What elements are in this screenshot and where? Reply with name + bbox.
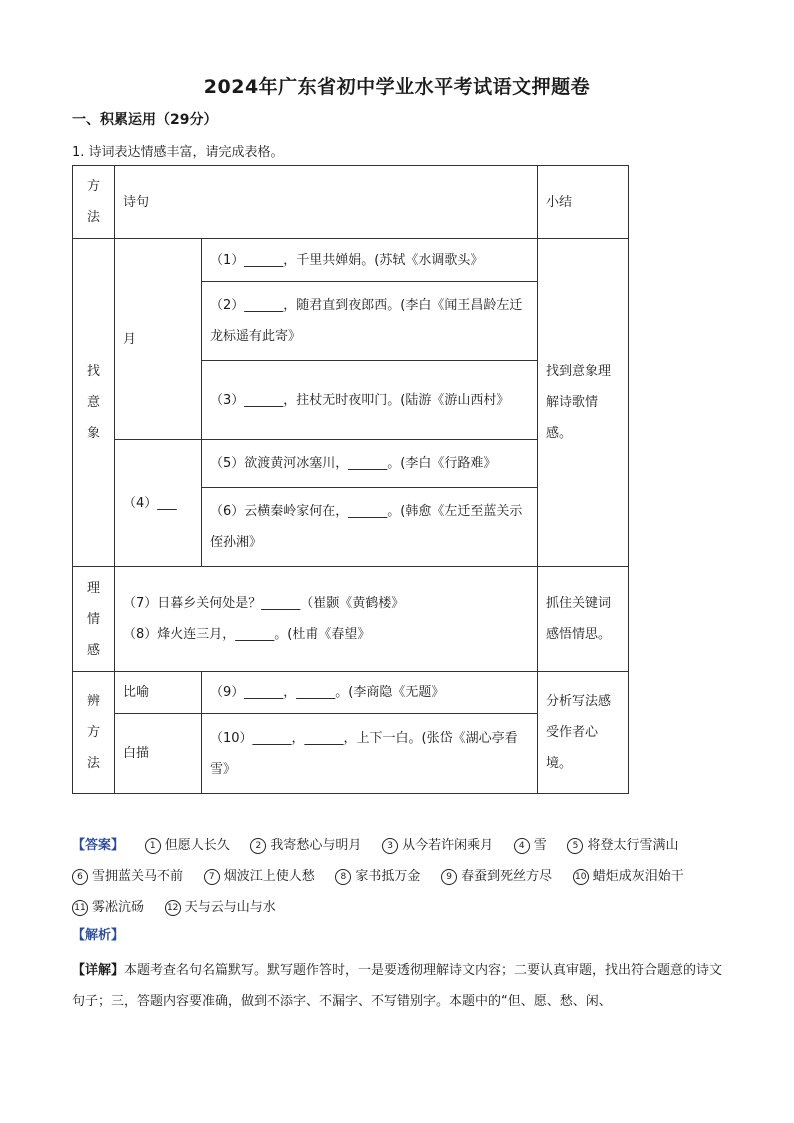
poem-table — [72, 165, 629, 794]
sub-metaphor: 比喻 — [115, 672, 202, 714]
poem-line-9: （9）______，______。(李商隐《无题》 — [202, 672, 538, 714]
poem-lines-7-8 — [115, 567, 538, 672]
answer-item: 4 雪 — [514, 838, 547, 853]
summary-3: 分析写法感受作者心境。 — [538, 672, 629, 794]
poem-line-7: （7）日暮乡关何处是？______（崔颢《黄鹤楼》 — [123, 596, 405, 611]
poem-line-3: （3）______，拄杖无时夜叩门。(陆游《游山西村》 — [202, 361, 538, 440]
table-row — [73, 567, 629, 672]
answer-item: 5 将登太行雪满山 — [567, 838, 678, 853]
method-technique: 辨方法 — [73, 672, 115, 794]
sub-blank-4: （4）___ — [115, 440, 202, 567]
summary-1: 找到意象理解诗歌情感。 — [538, 239, 629, 567]
detail-paragraph — [72, 955, 724, 1017]
answer-item: 1 但愿人长久 — [145, 838, 230, 853]
answers-label: 【答案】 — [72, 838, 125, 853]
answer-item: 12 天与云与山与水 — [165, 900, 276, 915]
detail-label: 【详解】 — [72, 963, 125, 978]
answer-item: 2 我寄愁心与明月 — [250, 838, 361, 853]
table-row — [73, 239, 629, 282]
poem-line-8: （8）烽火连三月，______。(杜甫《春望》 — [123, 627, 371, 642]
method-emotion: 理情感 — [73, 567, 115, 672]
answer-item: 7 烟波江上使人愁 — [204, 869, 315, 884]
question-text: 1. 诗词表达情感丰富，请完成表格。 — [72, 145, 284, 160]
poem-line-10: （10）______，______，上下一白。(张岱《湖心亭看雪》 — [202, 714, 538, 794]
table-header-row — [73, 166, 629, 239]
answer-item: 3 从今若许闲乘月 — [382, 838, 493, 853]
answers-block — [72, 830, 722, 923]
answer-item: 10 蜡炬成灰泪始干 — [573, 869, 684, 884]
poem-line-1: （1）______，千里共婵娟。(苏轼《水调歌头》 — [202, 239, 538, 282]
header-method: 方法 — [73, 166, 115, 239]
header-summary: 小结 — [538, 166, 629, 239]
table-row — [73, 672, 629, 714]
method-find-imagery: 找意象 — [73, 239, 115, 567]
header-poem: 诗句 — [115, 166, 538, 239]
poem-line-5: （5）欲渡黄河冰塞川，______。(李白《行路难》 — [202, 440, 538, 488]
sub-moon: 月 — [115, 239, 202, 440]
answer-item: 9 春蚕到死丝方尽 — [441, 869, 552, 884]
sub-line-drawing: 白描 — [115, 714, 202, 794]
poem-line-6: （6）云横秦岭家何在，______。(韩愈《左迁至蓝关示侄孙湘》 — [202, 488, 538, 567]
detail-text: 本题考查名句名篇默写。默写题作答时，一是要透彻理解诗文内容；二要认真审题，找出符合题意的诗文句子；三，答题内容要准确，做到不添字、不漏字、不写错别字。本题中的“但、愿、愁、闲、 — [72, 963, 723, 1009]
answer-item: 8 家书抵万金 — [335, 869, 420, 884]
answer-item: 6 雪拥蓝关马不前 — [72, 869, 183, 884]
summary-2: 抓住关键词感悟情思。 — [538, 567, 629, 672]
analysis-label: 【解析】 — [72, 928, 125, 943]
page-title: 2024年广东省初中学业水平考试语文押题卷 — [203, 76, 591, 98]
section-heading: 一、积累运用（29分） — [72, 112, 218, 128]
poem-line-2: （2）______，随君直到夜郎西。(李白《闻王昌龄左迁龙标遥有此寄》 — [202, 282, 538, 361]
answer-item: 11 雾凇沆砀 — [72, 900, 144, 915]
